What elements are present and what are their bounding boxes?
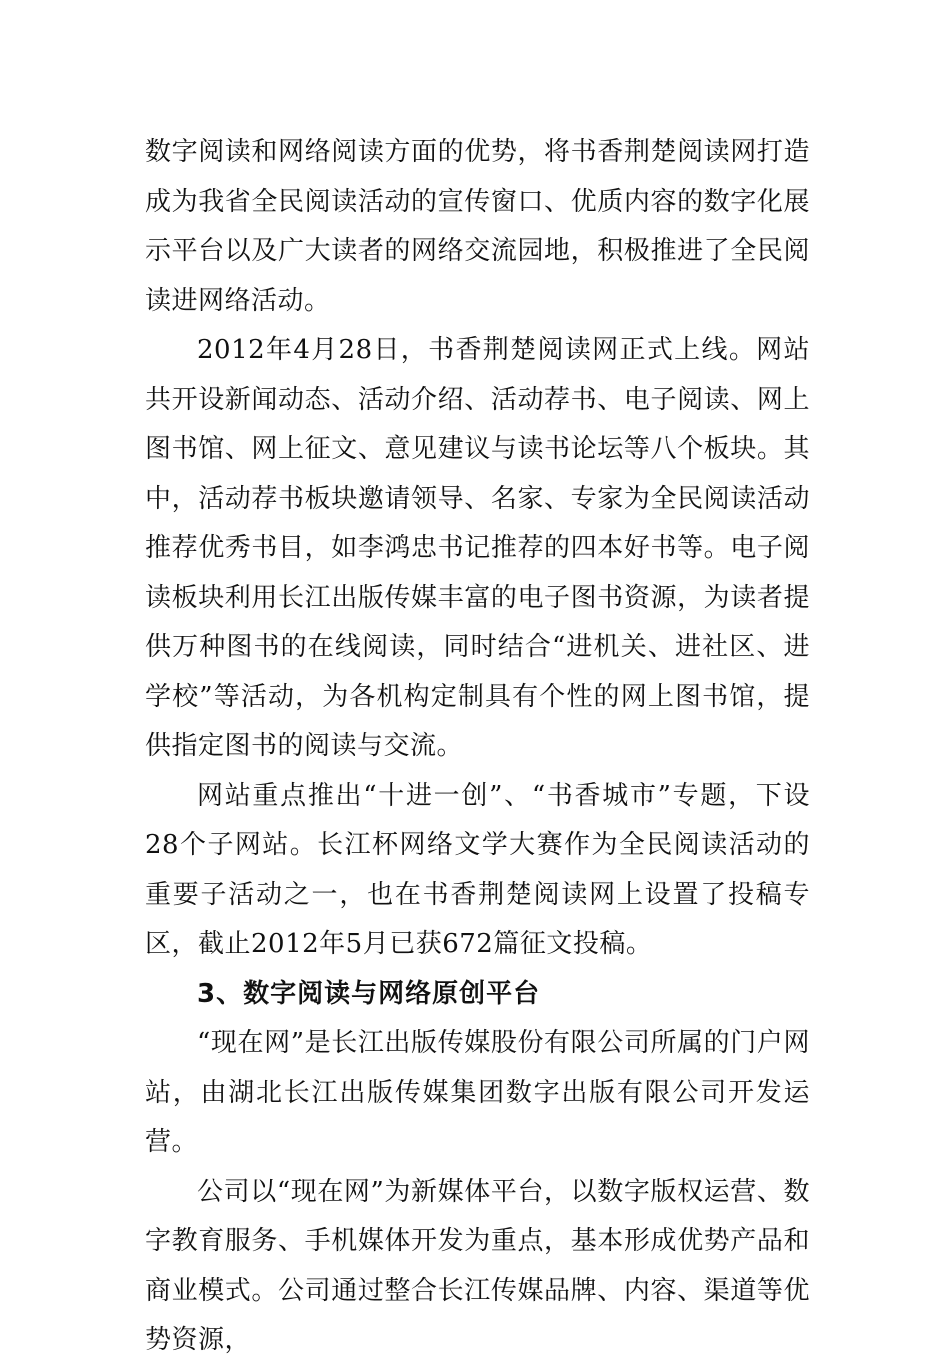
paragraph-company-platform: 公司以“现在网”为新媒体平台，以数字版权运营、数字教育服务、手机媒体开发为重点，基本形成优势产品和商业模式。公司通过整合长江传媒品牌、内容、渠道等优势资源， [145, 1176, 810, 1355]
paragraph-special-topics: 网站重点推出“十进一创”、“书香城市”专题，下设28个子网站。长江杯网络文学大赛作为全民阅读活动的重要子活动之一，也在书香荆楚阅读网上设置了投稿专区，截止2012年5月已获672篇征文投稿。 [145, 780, 810, 959]
paragraph-xianzai-intro: “现在网”是长江出版传媒股份有限公司所属的门户网站，由湖北长江出版传媒集团数字出版有限公司开发运营。 [145, 1028, 810, 1157]
paragraph-continuation: 数字阅读和网络阅读方面的优势，将书香荆楚阅读网打造成为我省全民阅读活动的宣传窗口、优质内容的数字化展示平台以及广大读者的网络交流园地，积极推进了全民阅读进网络活动。 [145, 137, 810, 316]
section-heading: 3、数字阅读与网络原创平台 [197, 978, 541, 1009]
paragraph-website-launch: 2012年4月28日，书香荆楚阅读网正式上线。网站共开设新闻动态、活动介绍、活动荐书、电子阅读、网上图书馆、网上征文、意见建议与读书论坛等八个板块。其中，活动荐书板块邀请领导、名家、专家为全民阅读活动推荐优秀书目，如李鸿忠书记推荐的四本好书等。电子阅读板块利用长江出版传媒丰富的电子图书资源，为读者提供万种图书的在线阅读，同时结合“进机关、进社区、进学校”等活动，为各机构定制具有个性的网上图书馆，提供指定图书的阅读与交流。 [145, 335, 810, 761]
document-body [145, 128, 810, 1366]
